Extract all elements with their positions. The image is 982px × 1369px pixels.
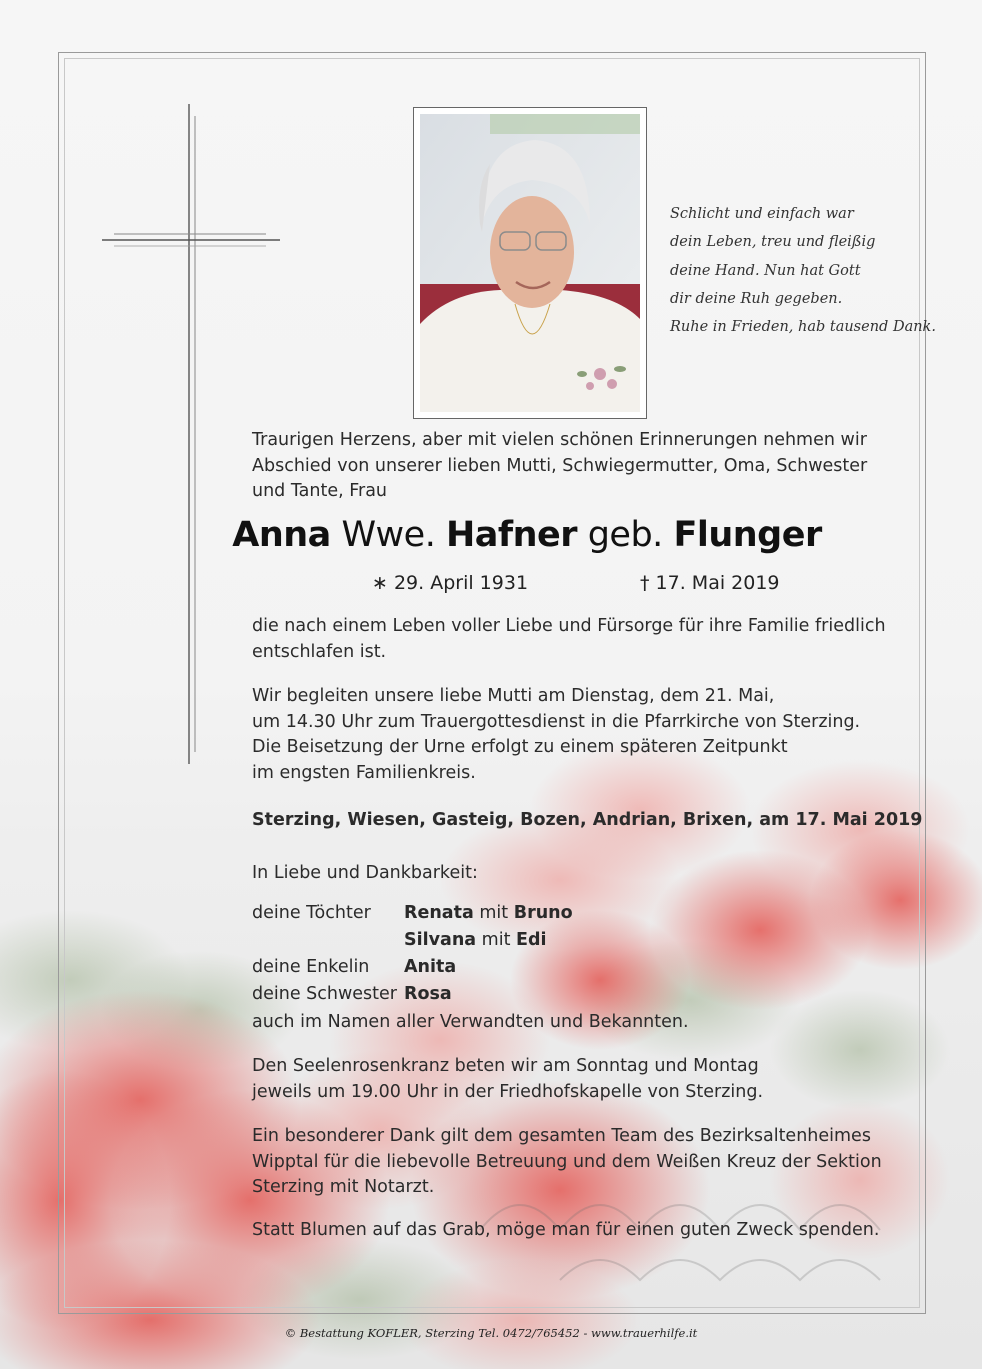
poem-line: Ruhe in Frieden, hab tausend Dank. <box>670 319 936 336</box>
poem-line: dein Leben, treu und fleißig <box>670 234 876 251</box>
places-date: Sterzing, Wiesen, Gasteig, Bozen, Andrian, Brixen, am 17. Mai 2019 <box>252 810 923 830</box>
widow-label: Wwe. <box>341 515 436 555</box>
portrait-photo <box>413 107 647 419</box>
rosary-text <box>252 1054 763 1105</box>
spouse-name: Bruno <box>513 903 573 923</box>
intro-line: und Tante, Frau <box>252 481 388 501</box>
daughter-name: Renata <box>404 903 474 923</box>
thanks-line: Ein besonderer Dank gilt dem gesamten Team des Bezirksaltenheimes <box>252 1126 871 1146</box>
with-label: mit <box>479 903 509 923</box>
rosary-line: jeweils um 19.00 Uhr in der Friedhofskapelle von Sterzing. <box>252 1081 764 1102</box>
surname: Hafner <box>446 515 578 555</box>
passing-line: die nach einem Leben voller Liebe und Fürsorge für ihre Familie friedlich <box>252 616 886 636</box>
sister-label: deine Schwester <box>252 984 397 1004</box>
daughters-label: deine Töchter <box>252 903 371 923</box>
first-name: Anna <box>232 515 331 555</box>
sister-name: Rosa <box>404 984 452 1004</box>
service-line: Die Beisetzung der Urne erfolgt zu einem späteren Zeitpunkt <box>252 737 788 757</box>
gratitude-line: In Liebe und Dankbarkeit: <box>252 863 478 883</box>
footer-credit: © Bestattung KOFLER, Sterzing Tel. 0472/765452 - www.trauerhilfe.it <box>284 1326 698 1340</box>
death-date: † 17. Mai 2019 <box>640 572 780 594</box>
poem <box>670 200 970 341</box>
maiden-name: Flunger <box>673 515 822 555</box>
grandchild-label: deine Enkelin <box>252 957 370 977</box>
poem-line: deine Hand. Nun hat Gott <box>670 262 861 279</box>
intro-line: Traurigen Herzens, aber mit vielen schönen Erinnerungen nehmen wir <box>252 430 867 450</box>
spouse-name: Edi <box>516 930 547 950</box>
passing-text <box>252 614 886 665</box>
rosary-line: Den Seelenrosenkranz beten wir am Sonntag und Montag <box>252 1056 759 1076</box>
passing-line: entschlafen ist. <box>252 641 387 662</box>
thanks-line: Wipptal für die liebevolle Betreuung und dem Weißen Kreuz der Sektion <box>252 1151 882 1172</box>
service-line: im engsten Familienkreis. <box>252 762 476 783</box>
relatives-labels <box>252 900 397 1008</box>
with-label: mit <box>481 930 511 950</box>
service-line: um 14.30 Uhr zum Trauergottesdienst in die Pfarrkirche von Sterzing. <box>252 711 861 732</box>
intro-text <box>252 428 867 505</box>
grandchild-name: Anita <box>404 957 457 977</box>
deceased-name <box>0 515 982 555</box>
thanks-line: Sterzing mit Notarzt. <box>252 1177 435 1197</box>
service-text <box>252 684 860 786</box>
service-line: Wir begleiten unsere liebe Mutti am Dienstag, dem 21. Mai, <box>252 686 775 706</box>
relatives-closing: auch im Namen aller Verwandten und Bekannten. <box>252 1012 689 1032</box>
birth-date: ∗ 29. April 1931 <box>372 572 529 594</box>
poem-line: Schlicht und einfach war <box>670 206 854 222</box>
donation-text: Statt Blumen auf das Grab, möge man für einen guten Zweck spenden. <box>252 1220 880 1240</box>
intro-line: Abschied von unserer lieben Mutti, Schwiegermutter, Oma, Schwester <box>252 455 868 476</box>
relatives-names <box>404 900 573 1008</box>
thanks-text <box>252 1124 882 1201</box>
daughter-name: Silvana <box>404 930 477 950</box>
poem-line: dir deine Ruh gegeben. <box>670 290 843 307</box>
born-label: geb. <box>587 515 663 555</box>
